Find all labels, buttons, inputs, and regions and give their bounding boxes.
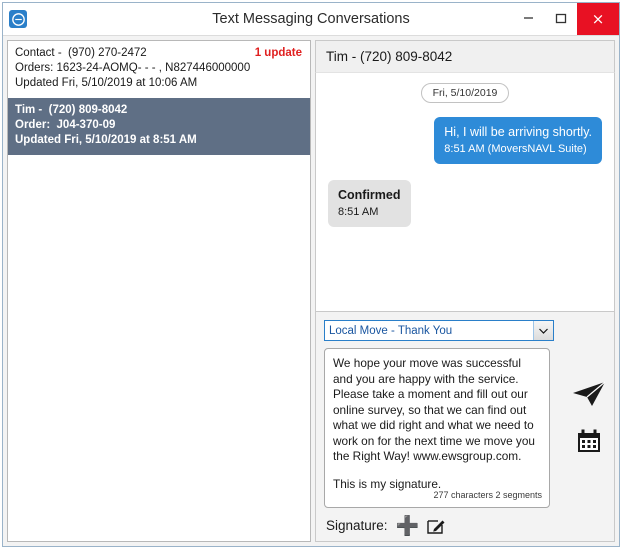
chat-header: Tim - (720) 809-8042 (315, 40, 615, 72)
conversation-updated: Updated Fri, 5/10/2019 at 8:51 AM (15, 134, 197, 146)
maximize-button[interactable] (545, 3, 577, 35)
list-item[interactable] (8, 98, 310, 155)
signature-label: Signature: (326, 518, 388, 533)
message-row-incoming (328, 180, 602, 227)
message-app-icon (9, 10, 27, 28)
status-badge: 1 update (254, 47, 302, 59)
message-meta: 8:51 AM (MoversNAVL Suite) (444, 143, 587, 155)
conversation-list[interactable] (7, 40, 311, 542)
message-text: Hi, I will be arriving shortly. (444, 125, 592, 139)
compose-actions (572, 348, 606, 454)
window-title: Text Messaging Conversations (212, 11, 410, 27)
editor-paragraph-1: We hope your move was successful and you are happy with the service. Please take a moment and fill out our online survey, so that we can find out what we did right and what we need to work on for the next time we move you the Right Way! www.ewsgroup.com. (333, 356, 535, 463)
editor-row (324, 348, 606, 508)
conversation-contact: Tim - (720) 809-8042 (15, 104, 128, 116)
conversation-pane (315, 40, 615, 542)
message-meta: 8:51 AM (338, 206, 379, 218)
list-item[interactable] (8, 41, 310, 98)
plus-icon[interactable]: ➕ (395, 514, 420, 537)
message-bubble (434, 117, 602, 164)
compose-area (315, 312, 615, 542)
message-status-label: Confirmed (338, 188, 401, 202)
template-select-row (324, 320, 606, 341)
message-bubble (328, 180, 411, 227)
minimize-button[interactable] (513, 3, 545, 35)
message-row-outgoing (328, 117, 602, 164)
date-chip: Fri, 5/10/2019 (421, 83, 510, 103)
window-body (3, 36, 619, 546)
title-bar (3, 3, 619, 36)
conversation-contact: Contact - (970) 270-2472 (15, 47, 147, 59)
caption-buttons (513, 3, 619, 35)
calendar-icon[interactable] (576, 428, 602, 454)
character-count: 277 characters 2 segments (433, 489, 542, 500)
app-window (2, 2, 620, 547)
chevron-down-icon[interactable] (533, 321, 553, 340)
editor-paragraph-2: This is my signature. (333, 476, 442, 491)
edit-pencil-icon[interactable] (427, 516, 446, 535)
template-select-value: Local Move - Thank You (329, 324, 453, 337)
close-button[interactable]: × (577, 3, 619, 35)
signature-row (324, 516, 606, 535)
template-select[interactable] (324, 320, 554, 341)
conversation-orders: Orders: 1623-24-AOMQ- - - , N827446000000 (15, 62, 251, 74)
message-thread (315, 72, 615, 312)
date-separator (328, 83, 602, 103)
conversation-orders: Order: J04-370-09 (15, 119, 116, 131)
send-paper-plane-icon[interactable] (572, 380, 606, 408)
message-editor[interactable] (324, 348, 550, 508)
conversation-updated: Updated Fri, 5/10/2019 at 10:06 AM (15, 77, 198, 89)
